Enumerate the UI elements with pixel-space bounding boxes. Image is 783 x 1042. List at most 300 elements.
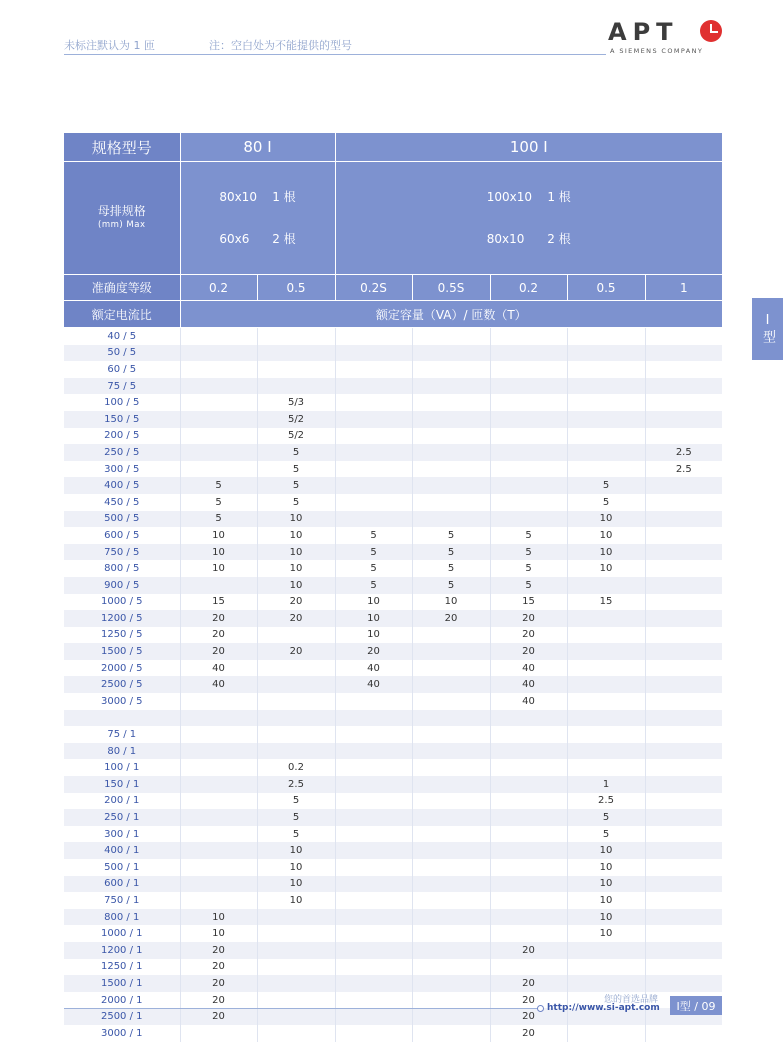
capacity-cell: [645, 1025, 722, 1042]
capacity-cell: [180, 809, 257, 826]
capacity-cell: [645, 710, 722, 727]
ratio-cell: 1250 / 1: [64, 959, 180, 976]
ratio-label: 额定电流比: [64, 301, 180, 328]
capacity-cell: [335, 693, 412, 710]
capacity-cell: 2.5: [675, 463, 692, 475]
capacity-cell: 20: [490, 610, 567, 627]
busbar-100-cell: [335, 162, 722, 275]
capacity-cell: 20: [490, 975, 567, 992]
capacity-cell: 5: [335, 544, 412, 561]
capacity-cell: 20: [180, 992, 257, 1009]
capacity-cell: 5: [257, 793, 335, 810]
capacity-cell: [645, 959, 722, 976]
model-label: 规格型号: [64, 133, 180, 162]
capacity-cell: 5: [335, 577, 412, 594]
capacity-cell: [412, 975, 490, 992]
capacity-cell: [645, 428, 722, 445]
ratio-cell: 600 / 5: [64, 527, 180, 544]
capacity-cell: [412, 627, 490, 644]
capacity-cell: [335, 361, 412, 378]
capacity-cell: 10: [180, 909, 257, 926]
table-row: [64, 809, 722, 826]
capacity-cell: 5: [490, 527, 567, 544]
busbar-80-line1: 80x10 1 根: [219, 190, 296, 204]
header-row-model: [64, 133, 722, 162]
capacity-cell: 10: [180, 544, 257, 561]
capacity-cell: [490, 776, 567, 793]
ratio-cell: 1500 / 5: [64, 643, 180, 660]
capacity-cell: [567, 959, 645, 976]
capacity-cell: [490, 444, 567, 461]
capacity-cell: [490, 328, 567, 345]
footer-website-link[interactable]: http://www.si-apt.com: [547, 1003, 660, 1013]
table-row: [64, 461, 722, 478]
capacity-cell: [335, 909, 412, 926]
capacity-cell: [180, 859, 257, 876]
table-row: [64, 693, 722, 710]
ratio-cell: 600 / 1: [64, 876, 180, 893]
capacity-cell: [335, 494, 412, 511]
ratio-cell: 2500 / 1: [64, 1008, 180, 1025]
capacity-cell: 5: [567, 494, 645, 511]
capacity-cell: [180, 361, 257, 378]
capacity-cell: [257, 345, 335, 362]
capacity-cell: 20: [257, 643, 335, 660]
capacity-cell: [257, 378, 335, 395]
table-row: [64, 428, 722, 445]
capacity-cell: [645, 594, 722, 611]
ratio-cell: 500 / 1: [64, 859, 180, 876]
capacity-cell: 10: [180, 925, 257, 942]
ratio-cell: 75 / 1: [64, 726, 180, 743]
capacity-cell: [645, 743, 722, 760]
table-row: [64, 643, 722, 660]
capacity-cell: [490, 494, 567, 511]
capacity-cell: 5/2: [257, 428, 335, 445]
ratio-cell: 450 / 5: [64, 494, 180, 511]
capacity-cell: [180, 726, 257, 743]
capacity-cell: 10: [257, 511, 335, 528]
capacity-cell: [412, 876, 490, 893]
capacity-cell: [335, 428, 412, 445]
table-row: [64, 577, 722, 594]
apt-logo: [608, 17, 724, 57]
capacity-cell: [412, 1008, 490, 1025]
capacity-cell: [257, 942, 335, 959]
capacity-cell: [567, 428, 645, 445]
capacity-cell: 10: [567, 544, 645, 561]
logo-wordmark: APT: [608, 18, 679, 46]
capacity-cell: [180, 826, 257, 843]
capacity-cell: [490, 842, 567, 859]
busbar-label-cell: [64, 162, 180, 275]
ratio-cell: 75 / 5: [64, 378, 180, 395]
busbar-80-cell: [180, 162, 335, 275]
capacity-cell: [645, 842, 722, 859]
capacity-cell: 10: [567, 842, 645, 859]
capacity-cell: [180, 892, 257, 909]
capacity-cell: [412, 776, 490, 793]
capacity-cell: [645, 776, 722, 793]
capacity-cell: [645, 610, 722, 627]
capacity-cell: [180, 444, 257, 461]
capacity-cell: [645, 627, 722, 644]
table-row: [64, 676, 722, 693]
spec-table: [64, 133, 722, 1042]
capacity-cell: 10: [567, 511, 645, 528]
capacity-cell: [335, 328, 412, 345]
capacity-cell: 20: [257, 610, 335, 627]
capacity-cell: [490, 826, 567, 843]
capacity-cell: [412, 909, 490, 926]
capacity-cell: [257, 909, 335, 926]
capacity-cell: 5: [180, 511, 257, 528]
ratio-cell: 250 / 5: [64, 444, 180, 461]
capacity-cell: 20: [335, 643, 412, 660]
capacity-cell: 15: [180, 594, 257, 611]
capacity-cell: 20: [257, 594, 335, 611]
table-body: [64, 328, 722, 1042]
capacity-cell: [412, 361, 490, 378]
capacity-cell: [645, 511, 722, 528]
capacity-cell: [335, 809, 412, 826]
capacity-cell: [645, 328, 722, 345]
ratio-cell: 500 / 5: [64, 511, 180, 528]
capacity-cell: [335, 1025, 412, 1042]
ratio-cell: 3000 / 1: [64, 1025, 180, 1042]
busbar-unit: (mm) Max: [98, 220, 146, 230]
capacity-cell: [180, 793, 257, 810]
capacity-cell: 10: [180, 527, 257, 544]
capacity-cell: [257, 328, 335, 345]
capacity-cell: [335, 992, 412, 1009]
clock-icon: [700, 20, 722, 42]
capacity-cell: 10: [335, 594, 412, 611]
capacity-cell: [645, 693, 722, 710]
table-row: [64, 710, 722, 727]
capacity-cell: 40: [490, 676, 567, 693]
ratio-cell: 800 / 5: [64, 560, 180, 577]
capacity-cell: [645, 527, 722, 544]
accuracy-class: 0.5: [567, 275, 645, 301]
accuracy-class: 0.2S: [335, 275, 412, 301]
table-row: [64, 560, 722, 577]
capacity-cell: [412, 726, 490, 743]
capacity-cell: 5: [412, 544, 490, 561]
capacity-cell: 5: [257, 477, 335, 494]
capacity-cell: [335, 826, 412, 843]
table-row: [64, 842, 722, 859]
capacity-cell: [645, 345, 722, 362]
capacity-cell: [412, 676, 490, 693]
capacity-cell: [412, 428, 490, 445]
header-row-busbar: [64, 162, 722, 275]
capacity-cell: [490, 759, 567, 776]
capacity-cell: 20: [180, 942, 257, 959]
capacity-cell: [645, 975, 722, 992]
capacity-cell: 20: [490, 627, 567, 644]
capacity-cell: [335, 477, 412, 494]
capacity-cell: 5: [490, 544, 567, 561]
capacity-cell: 40: [180, 660, 257, 677]
capacity-cell: [567, 328, 645, 345]
capacity-cell: [180, 378, 257, 395]
capacity-cell: [412, 859, 490, 876]
capacity-cell: [257, 660, 335, 677]
capacity-cell: [412, 892, 490, 909]
capacity-cell: [180, 428, 257, 445]
capacity-cell: [412, 842, 490, 859]
capacity-cell: [335, 511, 412, 528]
capacity-cell: 5: [257, 461, 335, 478]
table-row: [64, 942, 722, 959]
capacity-cell: [645, 643, 722, 660]
capacity-cell: [180, 710, 257, 727]
ratio-cell: 2500 / 5: [64, 676, 180, 693]
capacity-cell: [645, 544, 722, 561]
table-row: [64, 394, 722, 411]
capacity-cell: [490, 461, 567, 478]
ratio-cell: 100 / 5: [64, 394, 180, 411]
ratio-cell: 300 / 5: [64, 461, 180, 478]
ratio-cell: 1200 / 5: [64, 610, 180, 627]
table-row: [64, 627, 722, 644]
header-row-ratio: [64, 301, 722, 328]
capacity-cell: [335, 942, 412, 959]
capacity-cell: 15: [490, 594, 567, 611]
capacity-cell: [645, 494, 722, 511]
capacity-cell: [335, 743, 412, 760]
ratio-cell: 400 / 1: [64, 842, 180, 859]
capacity-cell: [490, 428, 567, 445]
capacity-cell: [490, 743, 567, 760]
capacity-cell: [180, 693, 257, 710]
capacity-cell: 10: [257, 560, 335, 577]
capacity-cell: [490, 394, 567, 411]
capacity-cell: [335, 1008, 412, 1025]
capacity-cell: 5: [257, 826, 335, 843]
capacity-cell: 10: [567, 560, 645, 577]
capacity-cell: [335, 876, 412, 893]
capacity-cell: [180, 411, 257, 428]
capacity-cell: [412, 660, 490, 677]
capacity-cell: [645, 378, 722, 395]
capacity-cell: [335, 710, 412, 727]
capacity-cell: [335, 892, 412, 909]
capacity-cell: [645, 809, 722, 826]
capacity-cell: [567, 394, 645, 411]
header-note-default-turns: 未标注默认为 1 匝: [64, 39, 155, 52]
capacity-cell: [335, 975, 412, 992]
table-row: [64, 594, 722, 611]
capacity-cell: [335, 842, 412, 859]
capacity-cell: 5: [567, 809, 645, 826]
capacity-cell: 5: [567, 477, 645, 494]
capacity-cell: [567, 378, 645, 395]
busbar-80-line2: 60x6 2 根: [219, 232, 296, 246]
capacity-cell: [645, 859, 722, 876]
capacity-cell: [412, 992, 490, 1009]
capacity-cell: [567, 643, 645, 660]
capacity-cell: [567, 942, 645, 959]
capacity-cell: 10: [257, 544, 335, 561]
capacity-cell: 5/3: [257, 394, 335, 411]
capacity-cell: [257, 361, 335, 378]
ratio-cell: 1250 / 5: [64, 627, 180, 644]
capacity-cell: [412, 378, 490, 395]
capacity-cell: 10: [567, 925, 645, 942]
capacity-cell: [567, 759, 645, 776]
capacity-cell: [567, 726, 645, 743]
capacity-cell: [645, 726, 722, 743]
capacity-cell: [645, 925, 722, 942]
ratio-cell: 900 / 5: [64, 577, 180, 594]
capacity-cell: [335, 378, 412, 395]
capacity-cell: [412, 959, 490, 976]
capacity-cell: 2.5: [567, 793, 645, 810]
ratio-cell: 100 / 1: [64, 759, 180, 776]
capacity-cell: [412, 477, 490, 494]
table-row: [64, 759, 722, 776]
capacity-cell: [645, 942, 722, 959]
capacity-cell: 10: [567, 876, 645, 893]
capacity-cell: 10: [567, 892, 645, 909]
capacity-cell: [645, 560, 722, 577]
capacity-cell: 10: [257, 892, 335, 909]
capacity-cell: [412, 826, 490, 843]
capacity-cell: [490, 378, 567, 395]
capacity-cell: [180, 1025, 257, 1042]
capacity-cell: [335, 461, 412, 478]
ratio-cell: 40 / 5: [64, 328, 180, 345]
capacity-cell: [257, 1008, 335, 1025]
capacity-cell: [180, 328, 257, 345]
ratio-cell: 150 / 5: [64, 411, 180, 428]
capacity-cell: 5: [257, 494, 335, 511]
accuracy-class: 0.2: [490, 275, 567, 301]
capacity-cell: [490, 361, 567, 378]
capacity-cell: [412, 925, 490, 942]
capacity-cell: 5: [412, 527, 490, 544]
capacity-cell: [180, 842, 257, 859]
capacity-cell: [490, 726, 567, 743]
capacity-cell: [490, 925, 567, 942]
capacity-cell: 40: [335, 676, 412, 693]
capacity-cell: [412, 345, 490, 362]
ratio-cell: 300 / 1: [64, 826, 180, 843]
capacity-cell: 20: [490, 1008, 567, 1025]
group-100-heading: 100 Ⅰ: [335, 133, 722, 162]
capacity-cell: 10: [335, 627, 412, 644]
capacity-cell: [567, 743, 645, 760]
busbar-100-line2: 80x10 2 根: [486, 232, 571, 246]
accuracy-label: 准确度等级: [64, 275, 180, 301]
ratio-cell: 750 / 5: [64, 544, 180, 561]
capacity-cell: [180, 776, 257, 793]
capacity-cell: [335, 859, 412, 876]
ratio-cell: 50 / 5: [64, 345, 180, 362]
ratio-cell: 150 / 1: [64, 776, 180, 793]
table-row: [64, 776, 722, 793]
capacity-cell: [645, 909, 722, 926]
capacity-cell: [490, 892, 567, 909]
capacity-cell: [180, 876, 257, 893]
capacity-cell: 5: [412, 577, 490, 594]
table-row: [64, 494, 722, 511]
ratio-cell: 2000 / 5: [64, 660, 180, 677]
table-row: [64, 660, 722, 677]
capacity-cell: 2.5: [257, 776, 335, 793]
capacity-cell: [412, 461, 490, 478]
table-row: [64, 361, 722, 378]
capacity-cell: [412, 710, 490, 727]
capacity-cell: [412, 759, 490, 776]
table-row: [64, 1025, 722, 1042]
capacity-cell: [567, 676, 645, 693]
capacity-cell: [180, 759, 257, 776]
capacity-cell: [567, 975, 645, 992]
capacity-cell: [412, 411, 490, 428]
capacity-cell: [412, 942, 490, 959]
header-divider: [64, 54, 606, 55]
capacity-caption: 额定容量（VA）/ 匝数（T）: [180, 301, 722, 328]
table-row: [64, 444, 722, 461]
capacity-cell: 1: [567, 776, 645, 793]
capacity-cell: 5: [490, 560, 567, 577]
capacity-cell: 10: [567, 527, 645, 544]
capacity-cell: 5: [180, 494, 257, 511]
capacity-cell: [567, 461, 645, 478]
ratio-cell: 80 / 1: [64, 743, 180, 760]
table-row: [64, 726, 722, 743]
capacity-cell: 20: [490, 1025, 567, 1042]
ratio-cell: 1500 / 1: [64, 975, 180, 992]
ratio-cell: 60 / 5: [64, 361, 180, 378]
capacity-cell: [490, 876, 567, 893]
capacity-cell: 20: [490, 942, 567, 959]
table-row: [64, 793, 722, 810]
capacity-cell: 10: [567, 859, 645, 876]
capacity-cell: [335, 759, 412, 776]
capacity-cell: [490, 710, 567, 727]
capacity-cell: [645, 361, 722, 378]
capacity-cell: 5: [257, 809, 335, 826]
ratio-cell: 1000 / 5: [64, 594, 180, 611]
capacity-cell: 0.2: [257, 759, 335, 776]
capacity-cell: [257, 627, 335, 644]
capacity-cell: 10: [412, 594, 490, 611]
capacity-cell: 20: [180, 959, 257, 976]
capacity-cell: [257, 992, 335, 1009]
capacity-cell: [567, 444, 645, 461]
capacity-cell: [180, 461, 257, 478]
ratio-cell: 250 / 1: [64, 809, 180, 826]
capacity-cell: [412, 328, 490, 345]
capacity-cell: 5: [335, 560, 412, 577]
capacity-cell: [490, 809, 567, 826]
ratio-cell: 3000 / 5: [64, 693, 180, 710]
capacity-cell: 5/2: [257, 411, 335, 428]
capacity-cell: [335, 444, 412, 461]
capacity-cell: [257, 726, 335, 743]
page-number: Ⅰ型 / 09: [670, 996, 722, 1015]
capacity-cell: 10: [257, 859, 335, 876]
capacity-cell: [567, 577, 645, 594]
table-row: [64, 743, 722, 760]
capacity-cell: [180, 743, 257, 760]
ratio-cell: [64, 710, 180, 727]
table-row: [64, 411, 722, 428]
